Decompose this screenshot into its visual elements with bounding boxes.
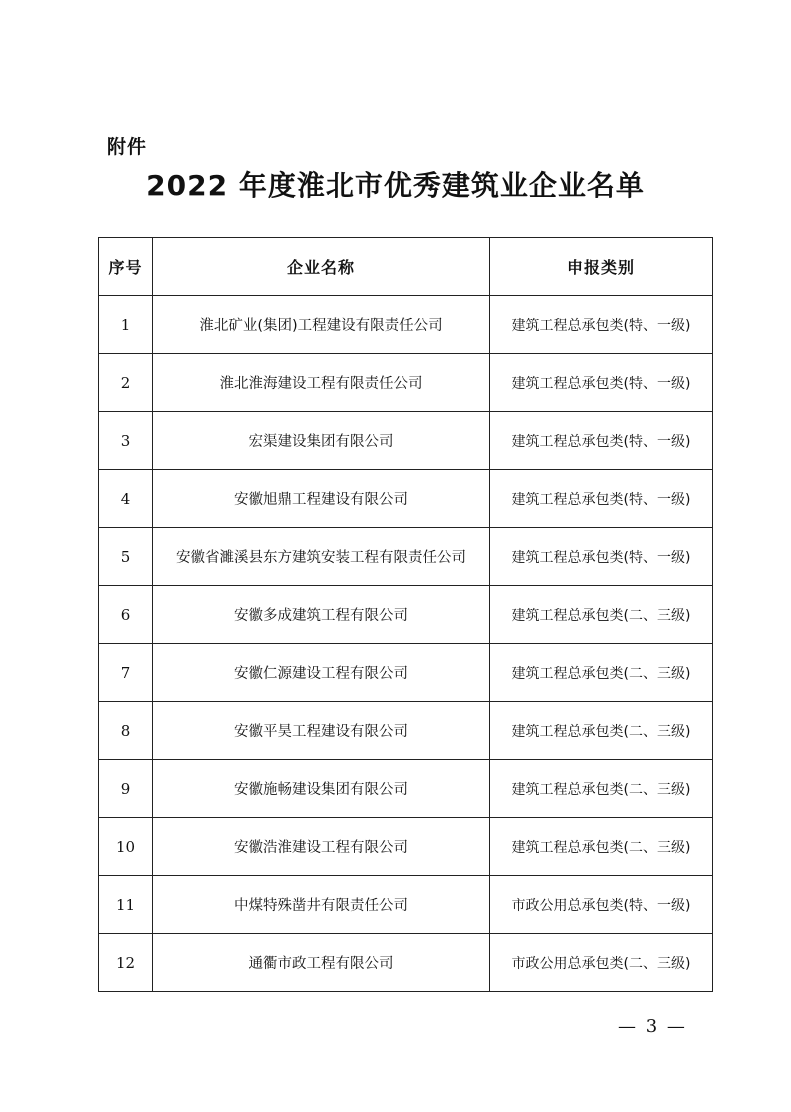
header-category: 申报类别 (490, 238, 713, 296)
category-cell: 建筑工程总承包类(特、一级) (490, 470, 713, 528)
serial-number-cell: 3 (99, 412, 153, 470)
table-row (99, 644, 713, 702)
table-row (99, 702, 713, 760)
enterprise-name-cell: 安徽多成建筑工程有限公司 (153, 586, 490, 644)
enterprise-name-cell: 中煤特殊凿井有限责任公司 (153, 876, 490, 934)
serial-number-cell: 4 (99, 470, 153, 528)
serial-number-cell: 8 (99, 702, 153, 760)
serial-number-cell: 2 (99, 354, 153, 412)
category-cell: 建筑工程总承包类(二、三级) (490, 760, 713, 818)
enterprise-name-cell: 安徽旭鼎工程建设有限公司 (153, 470, 490, 528)
category-cell: 建筑工程总承包类(二、三级) (490, 818, 713, 876)
table-row (99, 296, 713, 354)
category-cell: 建筑工程总承包类(二、三级) (490, 586, 713, 644)
header-enterprise-name: 企业名称 (153, 238, 490, 296)
category-cell: 建筑工程总承包类(特、一级) (490, 354, 713, 412)
table-row (99, 876, 713, 934)
header-serial-number: 序号 (99, 238, 153, 296)
table-row (99, 412, 713, 470)
category-cell: 建筑工程总承包类(二、三级) (490, 702, 713, 760)
attachment-label: 附件 (107, 136, 148, 158)
table-row (99, 586, 713, 644)
enterprise-name-cell: 淮北矿业(集团)工程建设有限责任公司 (153, 296, 490, 354)
table-header-row (99, 238, 713, 296)
table-row (99, 760, 713, 818)
serial-number-cell: 12 (99, 934, 153, 992)
page-number: — 3 — (618, 1016, 687, 1037)
enterprise-name-cell: 安徽施畅建设集团有限公司 (153, 760, 490, 818)
category-cell: 建筑工程总承包类(特、一级) (490, 412, 713, 470)
enterprise-name-cell: 淮北淮海建设工程有限责任公司 (153, 354, 490, 412)
serial-number-cell: 9 (99, 760, 153, 818)
serial-number-cell: 1 (99, 296, 153, 354)
serial-number-cell: 5 (99, 528, 153, 586)
table-row (99, 528, 713, 586)
enterprise-table (98, 237, 713, 992)
table-row (99, 934, 713, 992)
category-cell: 市政公用总承包类(特、一级) (490, 876, 713, 934)
enterprise-name-cell: 安徽省濉溪县东方建筑安装工程有限责任公司 (153, 528, 490, 586)
serial-number-cell: 10 (99, 818, 153, 876)
enterprise-name-cell: 宏渠建设集团有限公司 (153, 412, 490, 470)
table-row (99, 470, 713, 528)
category-cell: 建筑工程总承包类(特、一级) (490, 296, 713, 354)
category-cell: 建筑工程总承包类(二、三级) (490, 644, 713, 702)
serial-number-cell: 11 (99, 876, 153, 934)
table-row (99, 354, 713, 412)
category-cell: 市政公用总承包类(二、三级) (490, 934, 713, 992)
enterprise-name-cell: 安徽平昊工程建设有限公司 (153, 702, 490, 760)
document-title: 2022 年度淮北市优秀建筑业企业名单 (146, 169, 645, 202)
enterprise-name-cell: 安徽浩淮建设工程有限公司 (153, 818, 490, 876)
serial-number-cell: 7 (99, 644, 153, 702)
category-cell: 建筑工程总承包类(特、一级) (490, 528, 713, 586)
enterprise-name-cell: 通衢市政工程有限公司 (153, 934, 490, 992)
table-row (99, 818, 713, 876)
serial-number-cell: 6 (99, 586, 153, 644)
enterprise-name-cell: 安徽仁源建设工程有限公司 (153, 644, 490, 702)
